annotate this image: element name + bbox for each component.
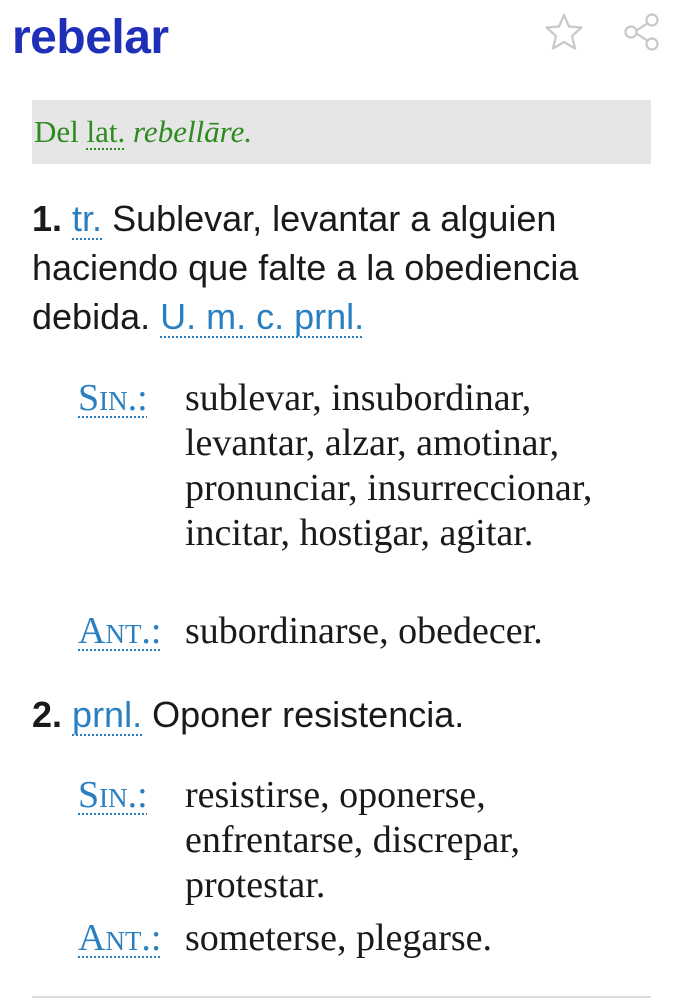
etymology-prefix: Del [34, 114, 79, 149]
antonyms-list: someterse, plegarse. [185, 917, 493, 959]
sense-definition: Sublevar, levantar a alguien haciendo que falte a la obediencia debida. [32, 198, 579, 337]
category-link[interactable]: tr. [72, 198, 103, 239]
sense-2 [32, 690, 642, 739]
synonyms-block [78, 773, 668, 908]
favorite-button[interactable] [542, 10, 586, 54]
antonyms-label-link[interactable]: Ant.: [78, 610, 162, 652]
synonyms-list: sublevar, insubordinar, levantar, alzar, amotinar, pronunciar, insurreccionar, incitar, hostigar, agitar. [185, 377, 593, 554]
synonyms-label-link[interactable]: Sin.: [78, 377, 148, 419]
divider [32, 996, 651, 998]
antonyms-block [78, 916, 668, 961]
etymology-source-word: rebellāre. [133, 114, 253, 149]
synonyms-list: resistirse, oponerse, enfrentarse, discrepar, protestar. [185, 774, 521, 906]
etymology-box [32, 100, 651, 164]
synonyms-block [78, 376, 668, 556]
etymology-language-link[interactable]: lat. [86, 114, 126, 149]
sense-1 [32, 194, 642, 341]
share-button[interactable] [620, 10, 664, 54]
sense-number: 2. [32, 694, 63, 735]
antonyms-label-link[interactable]: Ant.: [78, 917, 162, 959]
headword-title: rebelar [12, 11, 169, 64]
sense-definition: Oponer resistencia. [152, 694, 465, 735]
share-icon [621, 11, 663, 53]
antonyms-block [78, 609, 668, 654]
star-outline-icon [544, 12, 584, 52]
usage-note-link[interactable]: U. m. c. prnl. [160, 296, 365, 337]
entry-header [0, 0, 681, 90]
category-link[interactable]: prnl. [72, 694, 143, 735]
antonyms-list: subordinarse, obedecer. [185, 610, 543, 652]
synonyms-label-link[interactable]: Sin.: [78, 774, 148, 816]
star-outline-shape [547, 15, 582, 49]
sense-number: 1. [32, 198, 63, 239]
